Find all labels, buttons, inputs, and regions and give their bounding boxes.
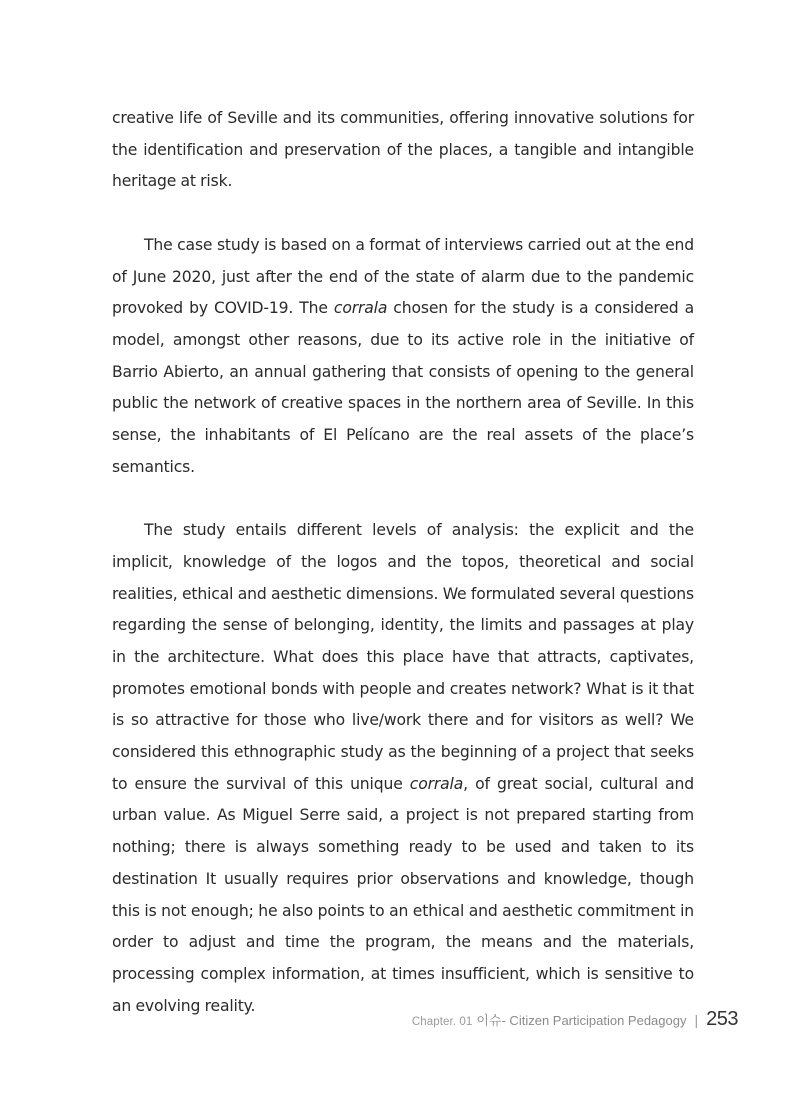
paragraph-2 [112, 230, 694, 484]
paragraph-3-text-a: The study entails different levels of analysis: the explicit and the implicit, knowledge of the logos and the topos, theoretical and social realities, ethical and aesthetic dimensions. We formulated several questions regarding the sense of belonging, identity, the limits and passages at play in the architecture. What does this place have that attracts, captivates, promotes emotional bonds with people and creates network? What is it that is so attractive for those who live/work there and for visitors as well? We considered this ethnographic study as the beginning of a project that seeks to ensure the survival of this unique [112, 521, 694, 793]
paragraph-1 [112, 103, 694, 198]
paragraph-1-text: creative life of Seville and its communities, offering innovative solutions for the identification and preservation of the places, a tangible and intangible heritage at risk. [112, 109, 694, 191]
page-body [112, 103, 694, 1022]
footer-title: 이슈- Citizen Participation Pedagogy [476, 1013, 687, 1028]
paragraph-2-text-a: The case study is based on a format of interviews carried out at the end of June 2020, just after the end of the state of alarm due to the pandemic provoked by COVID-19. The [112, 235, 694, 318]
paragraph-2-text-b: chosen for the study is a considered a model, amongst other reasons, due to its active role in the initiative of Barrio Abierto, an annual gathering that consists of opening to the general public the network of creative spaces in the northern area of Seville. In this sense, the inhabitants of El Pelícano are the real assets of the place’s semantics. [112, 299, 694, 476]
footer-separator: | [694, 1012, 699, 1028]
paragraph-3-text-b: , of great social, cultural and urban value. As Miguel Serre said, a project is not prepared starting from nothing; there is always something ready to be used and taken to its destination It usually requires prior observations and knowledge, though this is not enough; he also points to an ethical and aesthetic commitment in order to adjust and time the program, the means and the materials, processing complex information, at times insufficient, which is sensitive to an evolving reality. [112, 774, 694, 1015]
paragraph-3-italic-term: corrala [409, 774, 464, 793]
paragraph-2-italic-term: corrala [333, 299, 388, 318]
paragraph-3 [112, 515, 694, 1022]
page-number: 253 [706, 1008, 738, 1030]
page-footer [412, 1008, 738, 1031]
footer-chapter: Chapter. 01 [411, 1016, 473, 1028]
